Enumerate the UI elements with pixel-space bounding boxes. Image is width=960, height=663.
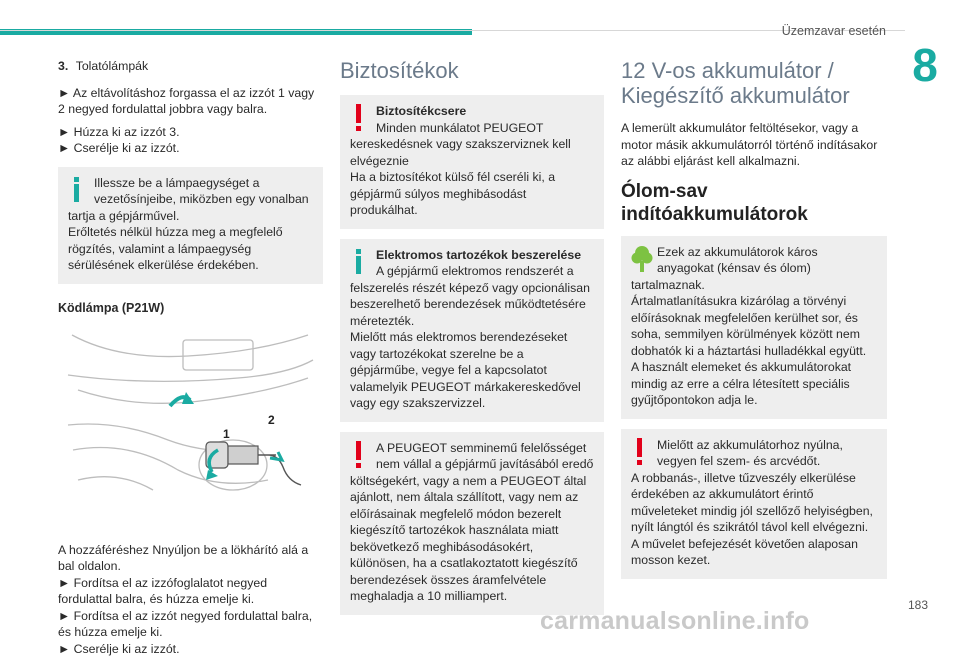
fog-lamp-heading: Ködlámpa (P21W) [58,300,165,315]
header-title: Üzemzavar esetén [781,24,886,38]
info-box-electrical-accessories [340,239,604,422]
warning-line: A művelet befejezését követően alaposan mosson kezet. [631,536,858,567]
step-line: ► Cserélje ki az izzót. [58,141,180,155]
info-icon [68,175,90,205]
info-icon [350,247,372,277]
warning-box-liability [340,432,604,615]
page-number: 183 [907,598,928,612]
warning-box-safety [621,429,887,579]
intro-item [58,58,323,75]
fuses-heading: Biztosítékok [340,58,459,83]
recycling-tree-icon [631,244,653,274]
battery-intro: A lemerült akkumulátor feltöltésekor, vagy a motor másik akkumulátorról történő indításakor az alábbi eljárást kell alkalmazni. [621,121,878,168]
environment-line: A használt elemeket és akkumulátorokat mindig az erre a célra létesített speciális gyűjtőpontokon adja le. [631,360,852,407]
warning-icon [350,103,372,133]
watermark: carmanualsonline.info [540,607,810,635]
warning-line: Mielőtt az akkumulátorhoz nyúlna, vegyen fel szem- és arcvédőt. [657,437,843,468]
chapter-number: 8 [912,39,938,91]
warning-icon [350,440,372,470]
info-line: Erőltetés nélkül húzza meg a megfelelő rögzítés, valamint a lámpaegység sérülésének elkerülése érdekében. [68,225,283,272]
info-title: Elektromos tartozékok beszerelése [376,247,582,262]
warning-box-fuse-replacement [340,95,604,229]
step-line: ► Az eltávolításhoz forgassa el az izzót 1 vagy 2 negyed fordulattal jobbra vagy balra. [58,85,315,116]
step-line: A hozzáféréshez Nnyúljon be a lökhárító alá a bal oldalon. [58,542,309,573]
column-left [58,58,323,663]
environment-line: Ártalmatlanításukra kizárólag a törvényi előírásoknak megfelelően kerülhet sor, és soha, semmilyen körülmények között nem dobhatók ki a háztartási hulladékkal együtt. [631,294,867,358]
step-line: ► Fordítsa el az izzót negyed fordulattal balra, és húzza emelje ki. [58,608,313,639]
warning-line: Minden munkálatot PEUGEOT kereskedésnek vagy szakszervizn​ek kell elvégeznie [350,120,571,168]
info-line: Mielőtt más elektromos berendezéseket vagy tartozékokat szerelne be a gépjárműbe, vegye fel a kapcsolatot valamelyik PEUGEOT márkakereskedővel vagy egy szakszervizzel. [350,330,581,410]
figure-label-2: 2 [268,413,275,427]
step-line: ► Fordítsa el az izzófoglalatot negyed fordulattal balra, és húzza emelje ki. [58,575,268,606]
intro-number: 3. [58,59,69,73]
battery-heading: 12 V-os akkumulátor / Kiegészítő akkumulátor [621,58,850,108]
figure-label-1: 1 [223,427,230,441]
warning-line: Ha a biztosítékot külső fél cseréli ki, a gépjármű súlyos meghibásodást produkálhat. [350,170,556,217]
environment-line: Ezek az akkumulátorok káros anyagokat (kénsav és ólom) tartalmaznak. [631,244,818,292]
header-rule [0,30,905,31]
info-line: Illessze be a lámpaegységet a vezetősínjeibe, miközben egy vonalban tartja a gépjárművel. [68,175,309,223]
column-right [621,58,887,589]
warning-line: A PEUGEOT semminemű felelősséget nem vállal a gépjármű javításából eredő költségekért, vagy a nem a PEUGEOT által ajánlott, nem általa szállított, vagy nem az előírásainak megfelelő módon bezerelt kiegészítő tartozékok használata miatt bekövetkező meghibásodásokért, különösen, ha a csatlakoztatott kiegészítő berendezések összes áramfelvétele meghaladja a 10 milliampert. [350,440,594,603]
intro-label: Tolatólámpák [75,59,149,73]
warning-icon [631,437,653,467]
column-middle [340,58,604,625]
info-line: A gépjármű elektromos rendszerét a felszerelés részét képező vagy opcionálisan beszerelhető berendezések működtetésére méretezték. [350,264,590,328]
environment-box [621,236,887,419]
fog-lamp-illustration [58,330,323,525]
warning-line: A robbanás-, illetve tűzveszély elkerülése érdekében az akkumulátort érintő műveleteket mindig jól szellőző helyiségben, nyílt lángtól és szikrától távol kell elvégezni. [631,470,873,534]
info-box [58,167,323,284]
step-line: ► Húzza ki az izzót 3. [58,124,180,139]
warning-title: Biztosítékcsere [376,104,467,118]
lead-acid-heading: Ólom-sav indítóakkumulátorok [621,180,808,225]
step-line: ► Cserélje ki az izzót. [58,641,180,656]
